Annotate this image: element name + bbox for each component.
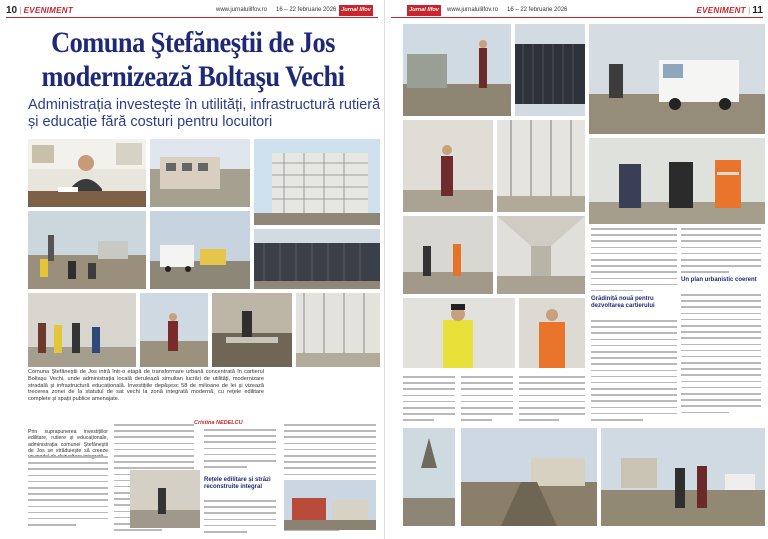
- headline-line-1: Comuna Ştefăneştii de Jos: [51, 26, 335, 59]
- headline: [30, 26, 356, 94]
- photo-van-and-workers: [589, 24, 765, 134]
- article-text-col3b: [204, 500, 276, 537]
- photo-site-people: [403, 216, 493, 294]
- section-label-right: EVENIMENT: [696, 6, 746, 15]
- right-page: [384, 0, 768, 539]
- photo-corridor: [497, 216, 585, 294]
- photo-vans-on-street: [150, 211, 250, 289]
- article-text-col3: [204, 429, 276, 472]
- right-text-col1: [591, 228, 677, 296]
- photo-building-exterior: [150, 139, 250, 207]
- issue-date-left: 16 – 22 februarie 2026: [276, 7, 337, 13]
- photo-trees-road: [403, 428, 455, 526]
- newspaper-logo-left: Jurnal Ilfov: [339, 5, 373, 16]
- photo-interior-studs: [497, 120, 585, 212]
- article-text-col1: [28, 456, 108, 530]
- headline-line-2: modernizează Boltaşu Vechi: [41, 60, 345, 93]
- page-number-right: 11: [752, 5, 763, 16]
- subhead-gradinita: Grădiniță nouă pentru dezvoltarea cartierului: [591, 296, 655, 309]
- photo-construction-interior-small: [130, 470, 200, 528]
- photo-workers-interior: [28, 293, 136, 367]
- photo-person-outdoor: [140, 293, 208, 367]
- article-deck: Administrația investește în utilități, infrastructură rutieră și educație fără costuri pentru locuitori: [28, 97, 381, 130]
- right-text-col2b: [681, 294, 761, 418]
- photo-school-scaffolding: [254, 139, 380, 225]
- left-page-header: 10 | EVENIMENT www.jurnalulilfov.ro 16 – 22 februarie 2026 Jurnal Ilfov: [6, 4, 378, 18]
- photo-workers-hi-vis: [589, 138, 765, 224]
- photo-official-inspection: [403, 24, 511, 116]
- photo-mayor-office: [28, 139, 146, 207]
- site-url-right: www.jurnalulilfov.ro: [447, 7, 498, 13]
- page-number-left: 10: [6, 5, 18, 16]
- photo-caption: Comuna Ştefăneştii de Jos intră într-o etapă de transformare urbană concentrată în cartierul Boltaşu Vechi, unde administrația locală derulează simultan lucrări de utilități, modernizare stradală și infrastructură educațională. Investițiile depășesc 58 de milioane de lei și vizează trecerea zonei de la statutul de sat vechi la zonă integrată modernă, cu rețele edilitare complete și spații publice amenajate.: [28, 369, 264, 403]
- photo-metal-fence: [254, 229, 380, 289]
- photo-construction-site: [28, 211, 146, 289]
- photo-officials-street: [601, 428, 765, 526]
- right-text-col2: [681, 228, 761, 278]
- photo-muddy-street: [461, 428, 597, 526]
- photo-street-houses: [284, 480, 376, 530]
- right-text-col3: [403, 376, 455, 426]
- photo-worker-orange-vest: [519, 298, 585, 368]
- photo-person-hallway: [403, 120, 493, 212]
- right-page-header: Jurnal Ilfov www.jurnalulilfov.ro 16 – 22 februarie 2026 EVENIMENT | 11: [391, 4, 763, 18]
- right-text-col4: [461, 376, 513, 426]
- newspaper-logo-right: Jurnal Ilfov: [407, 5, 441, 16]
- right-text-col1b: [591, 320, 677, 425]
- photo-worker-yellow-vest: [403, 298, 515, 368]
- photo-interior-framing: [296, 293, 380, 367]
- subhead-retele-edilitare: Rețele edilitare și străzi reconstruite integral: [204, 477, 271, 490]
- subhead-plan-urbanistic: Un plan urbanistic coerent: [681, 277, 757, 283]
- article-text-col1-start: Prin suprapunerea investițiilor edilitare, rutiere și educaționale, administrația comunei Ştefăneştii de Jos se străduiește să creeze: [28, 429, 108, 454]
- section-label-left: EVENIMENT: [23, 6, 74, 15]
- right-text-col5: [519, 376, 585, 426]
- site-url-left: www.jurnalulilfov.ro: [216, 7, 267, 13]
- photo-pipes-trench: [212, 293, 292, 367]
- issue-date-right: 16 – 22 februarie 2026: [507, 7, 568, 13]
- article-author: Cristina NEDELCU: [194, 420, 243, 426]
- photo-dark-fence: [515, 24, 585, 116]
